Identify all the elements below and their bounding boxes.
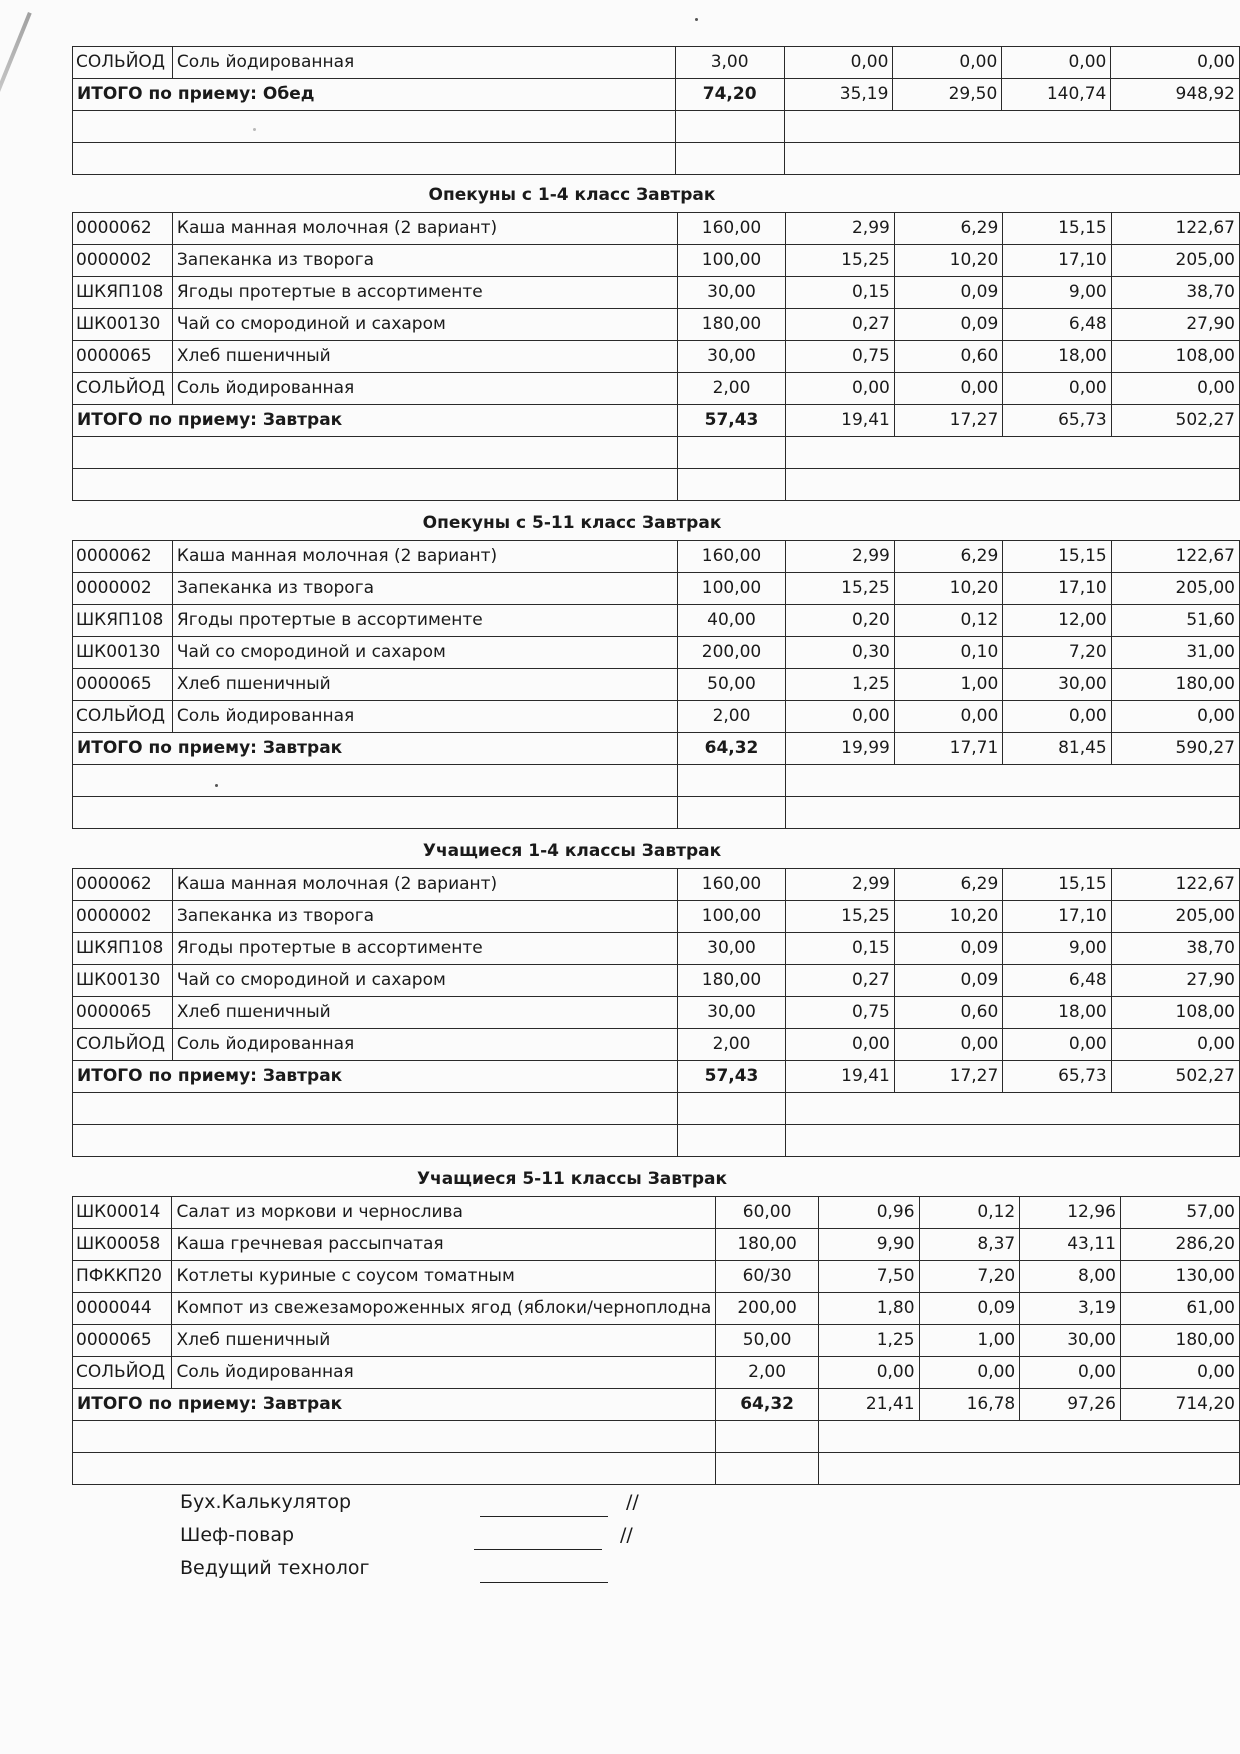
item-protein: 15,25 bbox=[786, 245, 894, 277]
total-kcal: 502,27 bbox=[1111, 405, 1239, 437]
item-fat: 10,20 bbox=[894, 573, 1002, 605]
item-carbs: 0,00 bbox=[1003, 373, 1111, 405]
blank-row bbox=[73, 111, 1240, 143]
item-fat: 0,60 bbox=[894, 341, 1002, 373]
item-carbs: 18,00 bbox=[1003, 341, 1111, 373]
item-carbs: 7,20 bbox=[1003, 637, 1111, 669]
signature-role: Шеф-повар bbox=[180, 1524, 295, 1546]
item-qty: 2,00 bbox=[677, 373, 786, 405]
item-qty: 200,00 bbox=[677, 637, 786, 669]
item-carbs: 0,00 bbox=[1003, 1029, 1111, 1061]
total-row bbox=[73, 1061, 1240, 1093]
table-row bbox=[73, 373, 1240, 405]
item-protein: 1,25 bbox=[818, 1325, 919, 1357]
item-fat: 10,20 bbox=[894, 245, 1002, 277]
item-name: Хлеб пшеничный bbox=[172, 1325, 716, 1357]
item-protein: 0,15 bbox=[786, 277, 894, 309]
total-row bbox=[73, 405, 1240, 437]
signature-block bbox=[180, 1484, 639, 1583]
section-title: Опекуны с 1-4 класс Завтрак bbox=[428, 185, 716, 205]
total-protein: 19,41 bbox=[786, 405, 894, 437]
item-fat: 6,29 bbox=[894, 869, 1002, 901]
blank-row bbox=[73, 437, 1240, 469]
item-qty: 30,00 bbox=[677, 277, 786, 309]
item-kcal: 31,00 bbox=[1111, 637, 1239, 669]
item-fat: 8,37 bbox=[919, 1229, 1020, 1261]
item-kcal: 205,00 bbox=[1111, 573, 1239, 605]
signature-slash: // bbox=[620, 1524, 633, 1546]
item-kcal: 122,67 bbox=[1111, 213, 1239, 245]
item-protein: 0,00 bbox=[786, 373, 894, 405]
item-kcal: 27,90 bbox=[1111, 309, 1239, 341]
item-qty: 160,00 bbox=[677, 869, 786, 901]
item-code: ШКЯП108 bbox=[73, 933, 173, 965]
item-kcal: 180,00 bbox=[1120, 1325, 1239, 1357]
item-protein: 0,96 bbox=[818, 1197, 919, 1229]
table-row bbox=[73, 901, 1240, 933]
item-name: Чай со смородиной и сахаром bbox=[172, 309, 677, 341]
item-name: Ягоды протертые в ассортименте bbox=[172, 277, 677, 309]
item-kcal: 0,00 bbox=[1111, 1029, 1239, 1061]
item-qty: 40,00 bbox=[677, 605, 786, 637]
item-code: ШК00014 bbox=[73, 1197, 172, 1229]
total-fat: 17,27 bbox=[894, 1061, 1002, 1093]
item-carbs: 18,00 bbox=[1003, 997, 1111, 1029]
item-qty: 30,00 bbox=[677, 997, 786, 1029]
total-carbs: 65,73 bbox=[1003, 1061, 1111, 1093]
item-protein: 0,00 bbox=[786, 701, 894, 733]
item-carbs: 30,00 bbox=[1020, 1325, 1121, 1357]
item-qty: 100,00 bbox=[677, 245, 786, 277]
item-kcal: 122,67 bbox=[1111, 869, 1239, 901]
item-qty: 180,00 bbox=[677, 965, 786, 997]
item-protein: 0,20 bbox=[786, 605, 894, 637]
item-carbs: 6,48 bbox=[1003, 965, 1111, 997]
total-label: ИТОГО по приему: Завтрак bbox=[73, 733, 678, 765]
item-fat: 0,12 bbox=[919, 1197, 1020, 1229]
item-protein: 0,15 bbox=[786, 933, 894, 965]
total-carbs: 81,45 bbox=[1003, 733, 1111, 765]
item-name: Каша гречневая рассыпчатая bbox=[172, 1229, 716, 1261]
item-carbs: 6,48 bbox=[1003, 309, 1111, 341]
signature-line bbox=[480, 1560, 608, 1583]
item-code: СОЛЬЙОД bbox=[73, 1357, 172, 1389]
item-qty: 50,00 bbox=[716, 1325, 819, 1357]
item-qty: 60/30 bbox=[716, 1261, 819, 1293]
total-label: ИТОГО по приему: Обед bbox=[73, 79, 676, 111]
section-title: Опекуны с 5-11 класс Завтрак bbox=[422, 513, 722, 533]
item-name: Ягоды протертые в ассортименте bbox=[172, 605, 677, 637]
total-fat: 29,50 bbox=[893, 79, 1002, 111]
total-protein: 19,41 bbox=[786, 1061, 894, 1093]
total-qty: 57,43 bbox=[677, 405, 786, 437]
total-fat: 17,71 bbox=[894, 733, 1002, 765]
item-fat: 0,00 bbox=[893, 47, 1002, 79]
signature-row bbox=[180, 1550, 639, 1583]
item-protein: 0,27 bbox=[786, 309, 894, 341]
item-code: СОЛЬЙОД bbox=[73, 373, 173, 405]
item-protein: 0,00 bbox=[786, 1029, 894, 1061]
total-kcal: 714,20 bbox=[1120, 1389, 1239, 1421]
item-kcal: 205,00 bbox=[1111, 901, 1239, 933]
item-kcal: 180,00 bbox=[1111, 669, 1239, 701]
table-row bbox=[73, 309, 1240, 341]
item-protein: 0,00 bbox=[818, 1357, 919, 1389]
item-fat: 0,10 bbox=[894, 637, 1002, 669]
item-code: 0000002 bbox=[73, 901, 173, 933]
total-carbs: 65,73 bbox=[1003, 405, 1111, 437]
item-name: Каша манная молочная (2 вариант) bbox=[172, 213, 677, 245]
item-fat: 6,29 bbox=[894, 541, 1002, 573]
total-qty: 74,20 bbox=[675, 79, 784, 111]
scan-artifact bbox=[0, 12, 32, 162]
item-code: 0000002 bbox=[73, 573, 173, 605]
table-row bbox=[73, 573, 1240, 605]
item-carbs: 15,15 bbox=[1003, 541, 1111, 573]
item-fat: 0,00 bbox=[894, 373, 1002, 405]
item-protein: 7,50 bbox=[818, 1261, 919, 1293]
item-carbs: 17,10 bbox=[1003, 245, 1111, 277]
item-fat: 0,00 bbox=[919, 1357, 1020, 1389]
item-name: Салат из моркови и чернослива bbox=[172, 1197, 716, 1229]
item-protein: 0,27 bbox=[786, 965, 894, 997]
item-protein: 0,30 bbox=[786, 637, 894, 669]
total-qty: 64,32 bbox=[677, 733, 786, 765]
item-carbs: 12,00 bbox=[1003, 605, 1111, 637]
item-name: Хлеб пшеничный bbox=[172, 669, 677, 701]
item-carbs: 15,15 bbox=[1003, 213, 1111, 245]
table-row bbox=[73, 341, 1240, 373]
item-kcal: 51,60 bbox=[1111, 605, 1239, 637]
blank-row bbox=[73, 765, 1240, 797]
item-code: 0000065 bbox=[73, 1325, 172, 1357]
item-protein: 9,90 bbox=[818, 1229, 919, 1261]
total-kcal: 502,27 bbox=[1111, 1061, 1239, 1093]
item-protein: 0,75 bbox=[786, 341, 894, 373]
item-protein: 2,99 bbox=[786, 869, 894, 901]
item-qty: 30,00 bbox=[677, 933, 786, 965]
item-kcal: 38,70 bbox=[1111, 933, 1239, 965]
signature-role: Бух.Калькулятор bbox=[180, 1491, 352, 1513]
blank-row bbox=[73, 1093, 1240, 1125]
item-carbs: 8,00 bbox=[1020, 1261, 1121, 1293]
section-table bbox=[72, 1196, 1240, 1485]
item-code: ШКЯП108 bbox=[73, 277, 173, 309]
section-title: Учащиеся 5-11 классы Завтрак bbox=[416, 1169, 728, 1189]
item-code: СОЛЬЙОД bbox=[73, 1029, 173, 1061]
item-name: Хлеб пшеничный bbox=[172, 341, 677, 373]
signature-slash: // bbox=[626, 1491, 639, 1513]
section-title: Учащиеся 1-4 классы Завтрак bbox=[422, 841, 722, 861]
item-name: Чай со смородиной и сахаром bbox=[172, 965, 677, 997]
item-fat: 0,09 bbox=[894, 309, 1002, 341]
item-code: 0000065 bbox=[73, 997, 173, 1029]
table-row bbox=[73, 277, 1240, 309]
item-qty: 200,00 bbox=[716, 1293, 819, 1325]
total-row bbox=[73, 733, 1240, 765]
item-kcal: 286,20 bbox=[1120, 1229, 1239, 1261]
item-carbs: 0,00 bbox=[1020, 1357, 1121, 1389]
item-kcal: 108,00 bbox=[1111, 997, 1239, 1029]
item-name: Соль йодированная bbox=[172, 1357, 716, 1389]
total-protein: 21,41 bbox=[818, 1389, 919, 1421]
item-carbs: 0,00 bbox=[1003, 701, 1111, 733]
table-row bbox=[73, 1325, 1240, 1357]
item-code: 0000062 bbox=[73, 541, 173, 573]
item-protein: 0,75 bbox=[786, 997, 894, 1029]
item-fat: 6,29 bbox=[894, 213, 1002, 245]
item-kcal: 0,00 bbox=[1111, 701, 1239, 733]
item-qty: 60,00 bbox=[716, 1197, 819, 1229]
item-fat: 0,00 bbox=[894, 1029, 1002, 1061]
item-qty: 180,00 bbox=[716, 1229, 819, 1261]
item-name: Соль йодированная bbox=[172, 373, 677, 405]
item-kcal: 130,00 bbox=[1120, 1261, 1239, 1293]
table-row bbox=[73, 933, 1240, 965]
item-fat: 1,00 bbox=[919, 1325, 1020, 1357]
total-kcal: 948,92 bbox=[1111, 79, 1240, 111]
blank-row bbox=[73, 1453, 1240, 1485]
item-qty: 30,00 bbox=[677, 341, 786, 373]
table-row bbox=[73, 965, 1240, 997]
item-fat: 0,60 bbox=[894, 997, 1002, 1029]
item-name: Ягоды протертые в ассортименте bbox=[172, 933, 677, 965]
item-name: Компот из свежезамороженных ягод (яблоки/черноплодна bbox=[172, 1293, 716, 1325]
item-name: Запеканка из творога bbox=[172, 573, 677, 605]
item-carbs: 43,11 bbox=[1020, 1229, 1121, 1261]
item-kcal: 0,00 bbox=[1111, 373, 1239, 405]
item-fat: 0,09 bbox=[919, 1293, 1020, 1325]
signature-row bbox=[180, 1517, 639, 1550]
blank-row bbox=[73, 797, 1240, 829]
item-protein: 2,99 bbox=[786, 213, 894, 245]
signature-row bbox=[180, 1484, 639, 1517]
item-name: Запеканка из творога bbox=[172, 245, 677, 277]
item-code: 0000062 bbox=[73, 869, 173, 901]
item-name: Хлеб пшеничный bbox=[172, 997, 677, 1029]
item-kcal: 38,70 bbox=[1111, 277, 1239, 309]
item-name: Каша манная молочная (2 вариант) bbox=[172, 869, 677, 901]
item-kcal: 0,00 bbox=[1111, 47, 1240, 79]
total-qty: 64,32 bbox=[716, 1389, 819, 1421]
table-row bbox=[73, 869, 1240, 901]
total-carbs: 97,26 bbox=[1020, 1389, 1121, 1421]
total-row bbox=[73, 79, 1240, 111]
item-code: СОЛЬЙОД bbox=[73, 47, 173, 79]
table-row bbox=[73, 605, 1240, 637]
item-code: 0000002 bbox=[73, 245, 173, 277]
item-fat: 0,00 bbox=[894, 701, 1002, 733]
item-code: 0000062 bbox=[73, 213, 173, 245]
table-row bbox=[73, 1029, 1240, 1061]
item-qty: 100,00 bbox=[677, 573, 786, 605]
item-kcal: 61,00 bbox=[1120, 1293, 1239, 1325]
total-qty: 57,43 bbox=[677, 1061, 786, 1093]
item-kcal: 27,90 bbox=[1111, 965, 1239, 997]
table-row bbox=[73, 47, 1240, 79]
item-code: ШКЯП108 bbox=[73, 605, 173, 637]
total-label: ИТОГО по приему: Завтрак bbox=[73, 1389, 716, 1421]
item-code: ПФККП20 bbox=[73, 1261, 172, 1293]
item-name: Котлеты куриные с соусом томатным bbox=[172, 1261, 716, 1293]
item-fat: 7,20 bbox=[919, 1261, 1020, 1293]
item-kcal: 122,67 bbox=[1111, 541, 1239, 573]
item-carbs: 17,10 bbox=[1003, 573, 1111, 605]
item-code: 0000065 bbox=[73, 669, 173, 701]
table-row bbox=[73, 1293, 1240, 1325]
item-code: ШК00130 bbox=[73, 309, 173, 341]
item-code: ШК00130 bbox=[73, 637, 173, 669]
total-protein: 35,19 bbox=[784, 79, 893, 111]
item-fat: 0,09 bbox=[894, 277, 1002, 309]
item-protein: 15,25 bbox=[786, 573, 894, 605]
item-kcal: 0,00 bbox=[1120, 1357, 1239, 1389]
item-name: Каша манная молочная (2 вариант) bbox=[172, 541, 677, 573]
item-qty: 2,00 bbox=[716, 1357, 819, 1389]
item-carbs: 17,10 bbox=[1003, 901, 1111, 933]
item-carbs: 9,00 bbox=[1003, 277, 1111, 309]
total-label: ИТОГО по приему: Завтрак bbox=[73, 405, 678, 437]
item-protein: 1,25 bbox=[786, 669, 894, 701]
item-carbs: 3,19 bbox=[1020, 1293, 1121, 1325]
table-row bbox=[73, 541, 1240, 573]
table-row bbox=[73, 701, 1240, 733]
item-qty: 3,00 bbox=[675, 47, 784, 79]
signature-role: Ведущий технолог bbox=[180, 1557, 370, 1579]
item-carbs: 0,00 bbox=[1002, 47, 1111, 79]
item-code: ШК00058 bbox=[73, 1229, 172, 1261]
total-fat: 16,78 bbox=[919, 1389, 1020, 1421]
blank-row bbox=[73, 143, 1240, 175]
item-name: Чай со смородиной и сахаром bbox=[172, 637, 677, 669]
item-code: 0000065 bbox=[73, 341, 173, 373]
table-row bbox=[73, 213, 1240, 245]
item-protein: 2,99 bbox=[786, 541, 894, 573]
item-qty: 50,00 bbox=[677, 669, 786, 701]
section-table bbox=[72, 868, 1240, 1157]
item-code: ШК00130 bbox=[73, 965, 173, 997]
signature-line bbox=[480, 1494, 608, 1517]
item-name: Соль йодированная bbox=[172, 47, 675, 79]
item-fat: 0,09 bbox=[894, 933, 1002, 965]
item-carbs: 12,96 bbox=[1020, 1197, 1121, 1229]
blank-row bbox=[73, 1421, 1240, 1453]
blank-row bbox=[73, 1125, 1240, 1157]
item-qty: 2,00 bbox=[677, 701, 786, 733]
signature-line bbox=[474, 1527, 602, 1550]
item-protein: 15,25 bbox=[786, 901, 894, 933]
item-kcal: 57,00 bbox=[1120, 1197, 1239, 1229]
total-row bbox=[73, 1389, 1240, 1421]
item-qty: 180,00 bbox=[677, 309, 786, 341]
item-protein: 1,80 bbox=[818, 1293, 919, 1325]
item-name: Запеканка из творога bbox=[172, 901, 677, 933]
blank-row bbox=[73, 469, 1240, 501]
total-kcal: 590,27 bbox=[1111, 733, 1239, 765]
total-protein: 19,99 bbox=[786, 733, 894, 765]
table-row bbox=[73, 245, 1240, 277]
section-table bbox=[72, 540, 1240, 829]
table-row bbox=[73, 1261, 1240, 1293]
item-fat: 1,00 bbox=[894, 669, 1002, 701]
table-row bbox=[73, 1197, 1240, 1229]
table-row bbox=[73, 1357, 1240, 1389]
table-row bbox=[73, 997, 1240, 1029]
item-name: Соль йодированная bbox=[172, 1029, 677, 1061]
item-qty: 160,00 bbox=[677, 541, 786, 573]
total-fat: 17,27 bbox=[894, 405, 1002, 437]
scan-artifact bbox=[695, 18, 698, 21]
item-qty: 2,00 bbox=[677, 1029, 786, 1061]
table-row bbox=[73, 1229, 1240, 1261]
table-row bbox=[73, 669, 1240, 701]
lunch-total-table bbox=[72, 46, 1240, 175]
item-qty: 100,00 bbox=[677, 901, 786, 933]
item-name: Соль йодированная bbox=[172, 701, 677, 733]
item-kcal: 108,00 bbox=[1111, 341, 1239, 373]
item-kcal: 205,00 bbox=[1111, 245, 1239, 277]
total-carbs: 140,74 bbox=[1002, 79, 1111, 111]
item-carbs: 30,00 bbox=[1003, 669, 1111, 701]
item-fat: 10,20 bbox=[894, 901, 1002, 933]
total-label: ИТОГО по приему: Завтрак bbox=[73, 1061, 678, 1093]
item-code: СОЛЬЙОД bbox=[73, 701, 173, 733]
item-fat: 0,09 bbox=[894, 965, 1002, 997]
item-carbs: 15,15 bbox=[1003, 869, 1111, 901]
table-row bbox=[73, 637, 1240, 669]
item-carbs: 9,00 bbox=[1003, 933, 1111, 965]
item-protein: 0,00 bbox=[784, 47, 893, 79]
section-table bbox=[72, 212, 1240, 501]
item-code: 0000044 bbox=[73, 1293, 172, 1325]
item-fat: 0,12 bbox=[894, 605, 1002, 637]
item-qty: 160,00 bbox=[677, 213, 786, 245]
